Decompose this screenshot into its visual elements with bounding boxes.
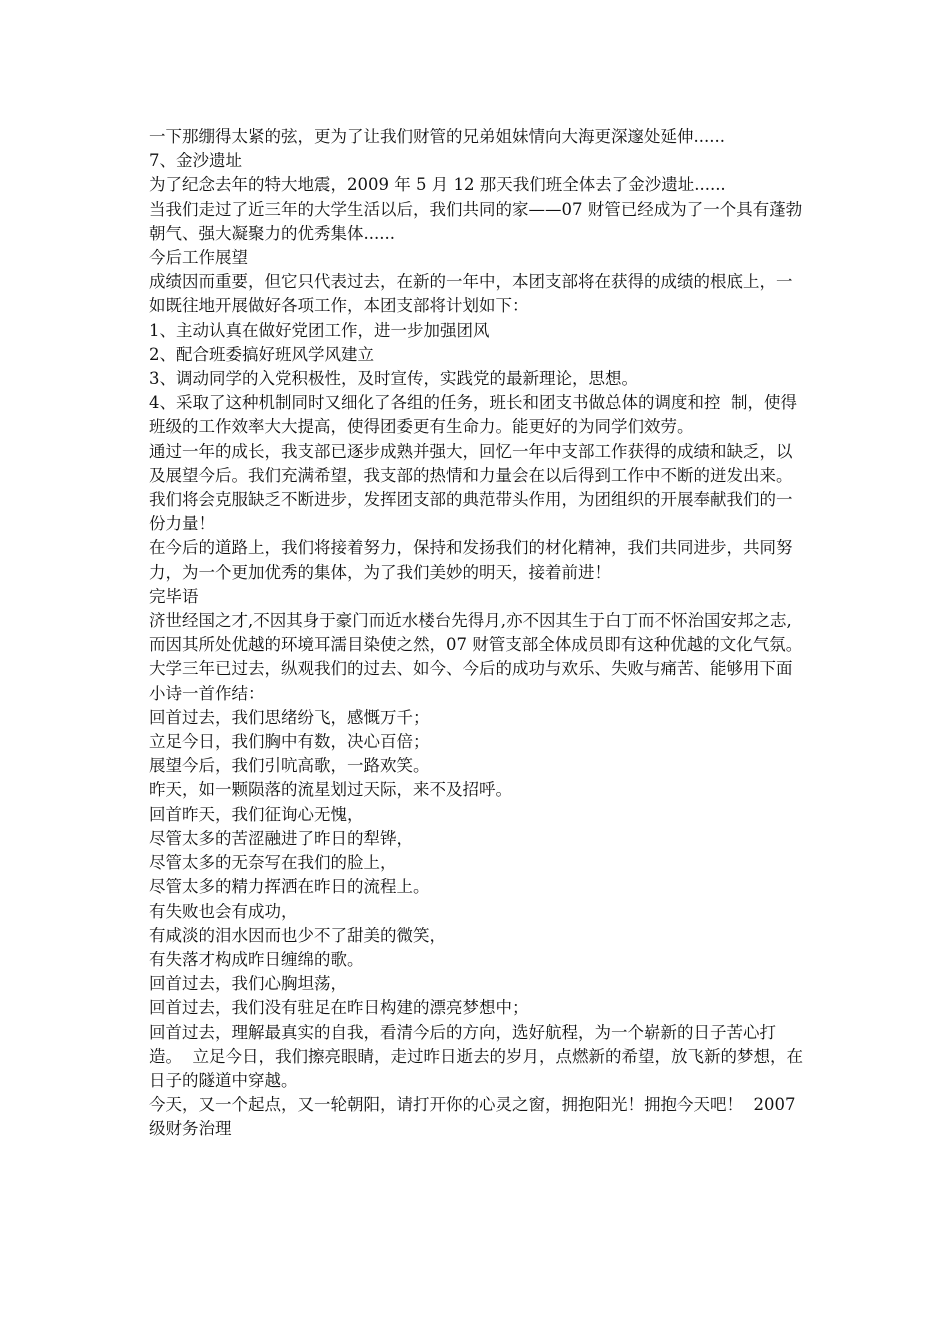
poem-line: 有失落才构成昨日缠绵的歌。 — [149, 949, 364, 969]
poem-line: 回首过去，我们思绪纷飞，感慨万千； — [149, 707, 430, 727]
list-item: 3、调动同学的入党积极性，及时宣传，实践党的最新理论，思想。 — [149, 369, 638, 389]
poem-line: 昨天，如一颗陨落的流星划过天际，来不及招呼。 — [149, 780, 512, 800]
poem-line: 有咸淡的泪水因而也少不了甜美的微笑， — [149, 925, 446, 945]
poem-line: 尽管太多的苦涩融进了昨日的犁铧， — [149, 828, 413, 848]
paragraph: 一下那绷得太紧的弦，更为了让我们财管的兄弟姐妹情向大海更深邃处延伸...... — [149, 127, 725, 146]
list-item: 2、配合班委搞好班风学风建立 — [149, 344, 374, 364]
section-heading: 今后工作展望 — [149, 248, 248, 268]
list-item: 4、采取了这种机制同时又细化了各组的任务，班长和团支书做总体的调度和控 制，使得班级的工作效率大大提高，使得团委更有生命力。能更好的为同学们效劳。 — [149, 393, 797, 437]
poem-line: 回首过去，我们没有驻足在昨日构建的漂亮梦想中； — [149, 998, 529, 1018]
paragraph: 在今后的道路上，我们将接着努力，保持和发扬我们的材化精神，我们共同进步，共同努力，为一个更加优秀的集体，为了我们美妙的明天，接着前进！ — [149, 538, 793, 582]
poem-line: 回首昨天，我们征询心无愧， — [149, 804, 364, 824]
section-heading: 7、金沙遗址 — [149, 151, 242, 171]
poem-line: 尽管太多的精力挥洒在昨日的流程上。 — [149, 877, 430, 897]
poem-line: 回首过去，我们心胸坦荡， — [149, 974, 347, 994]
poem-line: 有失败也会有成功， — [149, 901, 298, 921]
paragraph: 成绩因而重要，但它只代表过去，在新的一年中，本团支部将在获得的成绩的根底上，一如既往地开展做好各项工作，本团支部将计划如下： — [149, 272, 793, 316]
section-heading: 完毕语 — [149, 586, 199, 606]
poem-line: 尽管太多的无奈写在我们的脸上， — [149, 853, 397, 873]
paragraph: 济世经国之才,不因其身于豪门而近水楼台先得月,亦不因其生于白丁而不怀治国安邦之志,而因其所处优越的环境耳濡目染使之然，07 财管支部全体成员即有这种优越的文化气氛。大学三年已过去，纵观我们的过去、如今、今后的成功与欢乐、失败与痛苦、能够用下面小诗一首作结： — [149, 611, 803, 703]
paragraph: 当我们走过了近三年的大学生活以后，我们共同的家——07 财管已经成为了一个具有蓬勃朝气、强大凝聚力的优秀集体...... — [149, 199, 803, 243]
paragraph: 为了纪念去年的特大地震，2009 年 5 月 12 那天我们班全体去了金沙遗址...... — [149, 175, 726, 195]
document-body — [149, 125, 807, 1142]
closing-paragraph: 今天，又一个起点，又一轮朝阳，请打开你的心灵之窗，拥抱阳光！拥抱今天吧！ 2007 级财务治理 — [149, 1095, 801, 1139]
list-item: 1、主动认真在做好党团工作，进一步加强团风 — [149, 320, 490, 340]
poem-line: 展望今后，我们引吭高歌，一路欢笑。 — [149, 756, 430, 776]
poem-line: 立足今日，我们胸中有数，决心百倍； — [149, 732, 430, 752]
paragraph: 通过一年的成长，我支部已逐步成熟并强大，回忆一年中支部工作获得的成绩和缺乏，以及展望今后。我们充满希望，我支部的热情和力量会在以后得到工作中不断的迸发出来。我们将会克服缺乏不断进步，发挥团支部的典范带头作用，为团组织的开展奉献我们的一份力量！ — [149, 441, 793, 534]
paragraph: 回首过去，理解最真实的自我，看清今后的方向，选好航程，为一个崭新的日子苦心打造。 立足今日，我们擦亮眼睛，走过昨日逝去的岁月，点燃新的希望，放飞新的梦想，在日子的隧道中穿越。 — [149, 1022, 803, 1090]
